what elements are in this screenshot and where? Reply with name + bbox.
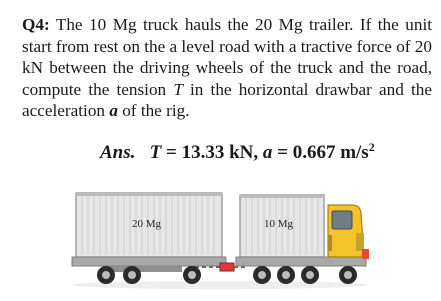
variable-a: a	[109, 101, 118, 120]
variable-T: T	[173, 79, 183, 99]
truck-mass-label: 10 Mg	[264, 218, 294, 230]
problem-text-2: in the horizontal drawbar and the acceleration	[22, 79, 432, 120]
problem-text-1: The 10 Mg truck hauls the 20 Mg trailer. If the unit start from rest on the a level road with a tractive force of 20 kN between the driving wheels of the truck and the road, compute the tension	[22, 15, 432, 99]
trailer-mass-label: 20 Mg	[132, 218, 162, 230]
problem-statement	[22, 14, 432, 122]
answer-T-symbol: T	[149, 142, 162, 163]
trailer	[72, 193, 226, 272]
question-number: Q4:	[22, 15, 50, 34]
answer-a-exponent: 2	[368, 140, 375, 154]
answer-line	[100, 140, 375, 164]
answer-T-value: = 13.33 kN,	[161, 142, 263, 163]
problem-text-3: of the rig.	[117, 101, 190, 120]
truck-cab	[328, 205, 369, 259]
answer-a-value: = 0.667 m/s	[272, 142, 369, 163]
answer-label: Ans.	[100, 142, 136, 163]
truck-trailer-illustration	[70, 183, 370, 293]
answer-a-symbol: a	[262, 142, 273, 163]
